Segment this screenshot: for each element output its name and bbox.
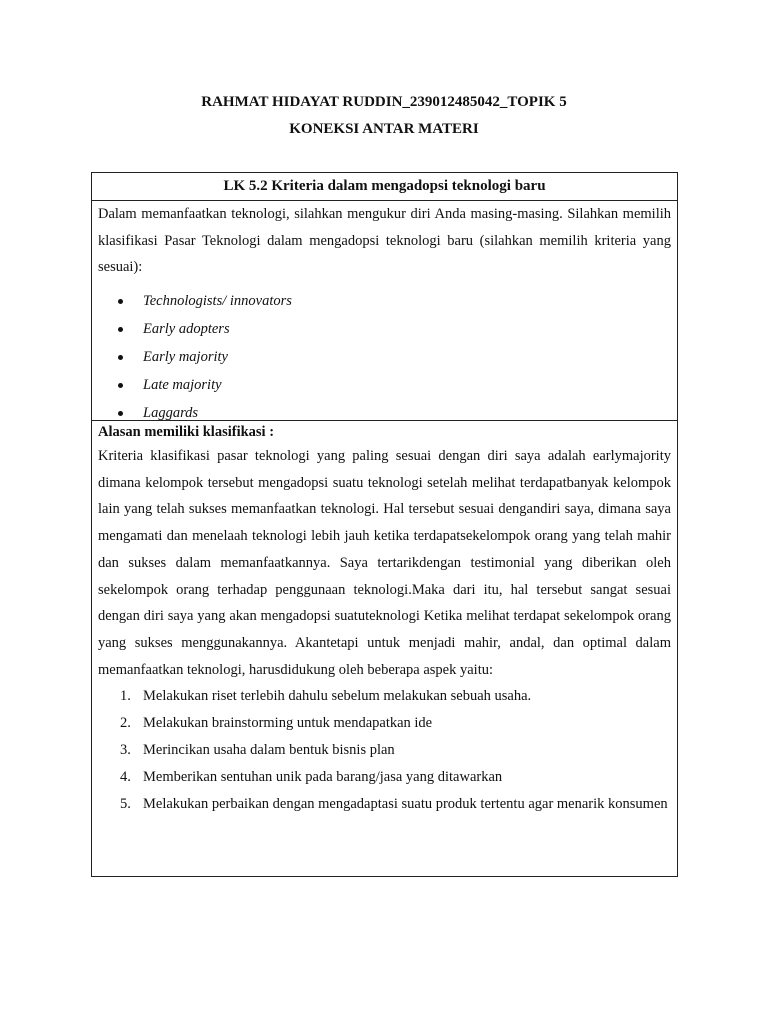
reason-cell (92, 421, 677, 817)
step-number: 2. (120, 715, 131, 732)
option-item (98, 287, 671, 315)
option-item (98, 343, 671, 371)
bullet-icon (118, 355, 123, 360)
step-text: Merincikan usaha dalam bentuk bisnis plan (143, 741, 395, 758)
step-number: 4. (120, 768, 131, 785)
step-text: Melakukan brainstorming untuk mendapatkan ide (143, 715, 433, 732)
worksheet-table (91, 172, 678, 877)
bullet-icon (118, 299, 123, 304)
option-item (98, 315, 671, 343)
option-label: Laggards (143, 404, 199, 421)
option-item (98, 399, 671, 427)
table-title: LK 5.2 Kriteria dalam mengadopsi teknologi baru (92, 173, 677, 201)
bullet-icon (118, 383, 123, 388)
step-text: Melakukan riset terlebih dahulu sebelum melakukan sebuah usaha. (143, 688, 532, 705)
instruction-text: Dalam memanfaatkan teknologi, silahkan mengukur diri Anda masing-masing. Silahkan memilih klasifikasi Pasar Teknologi dalam mengadopsi teknologi baru (silahkan memilih kriteria yang sesuai): (98, 206, 671, 275)
option-label: Late majority (143, 376, 222, 393)
document-title: RAHMAT HIDAYAT RUDDIN_239012485042_TOPIK 5 (201, 94, 567, 110)
step-text: Melakukan perbaikan dengan mengadaptasi suatu produk tertentu agar menarik konsumen (143, 795, 668, 812)
step-item (98, 764, 671, 791)
bullet-icon (118, 411, 123, 416)
option-item (98, 371, 671, 399)
steps-list (98, 683, 671, 817)
step-number: 1. (120, 688, 131, 705)
step-number: 5. (120, 795, 131, 812)
option-label: Early adopters (143, 320, 230, 337)
bullet-icon (118, 327, 123, 332)
step-number: 3. (120, 741, 131, 758)
step-item (98, 737, 671, 764)
instruction-cell (92, 201, 677, 421)
reason-heading: Alasan memiliki klasifikasi : (98, 424, 275, 440)
document-subtitle: KONEKSI ANTAR MATERI (289, 121, 479, 137)
step-item (98, 683, 671, 710)
reason-text: Kriteria klasifikasi pasar teknologi yang paling sesuai dengan diri saya adalah earlymajority dimana kelompok tersebut mengadopsi suatu teknologi setelah melihat terdapatbanyak kelompok lain yang telah sukses memanfaatkan teknologi. Hal tersebut sesuai dengandiri saya, dimana saya mengamati dan menelaah teknologi lebih jauh ketika terdapatsekelompok orang yang telah mahir dan sukses dalam memanfaatkannya. Saya tertarikdengan testimonial yang diberikan oleh sekelompok orang terhadap penggunaan teknologi.Maka dari itu, hal tersebut sangat sesuai dengan diri saya yang akan mengadopsi suatuteknologi Ketika melihat terdapat sekelompok orang yang sukses menggunakannya. Akantetapi untuk menjadi mahir, andal, dan optimal dalam memanfaatkan teknologi, harusdidukung oleh beberapa aspek yaitu: (98, 448, 671, 678)
option-label: Technologists/ innovators (143, 292, 292, 309)
option-list (98, 287, 671, 427)
step-item (98, 791, 671, 818)
step-text: Memberikan sentuhan unik pada barang/jasa yang ditawarkan (143, 768, 503, 785)
step-item (98, 710, 671, 737)
option-label: Early majority (143, 348, 228, 365)
